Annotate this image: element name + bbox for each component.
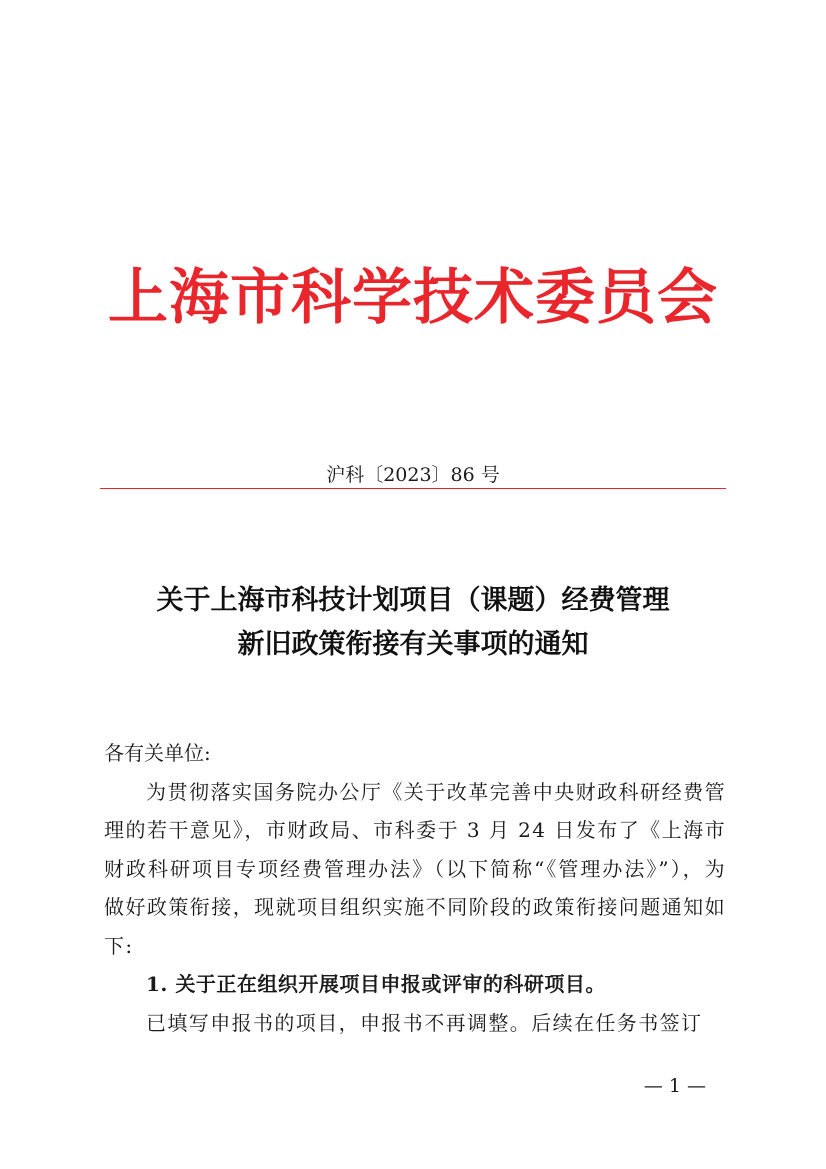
- notice-title-line-2: 新旧政策衔接有关事项的通知: [237, 629, 589, 660]
- page-number: — 1 —: [643, 1075, 706, 1097]
- red-separator-line: [100, 488, 726, 489]
- notice-body: [104, 734, 726, 1042]
- body-paragraph-1: 为贯彻落实国务院办公厅《关于改革完善中央财政科研经费管理的若干意见》，市财政局、市科委于 3 月 24 日发布了《上海市财政科研项目专项经费管理办法》（以下简称“《管理办法》”），为做好政策衔接，现就项目组织实施不同阶段的政策衔接问题通知如下:: [104, 779, 726, 958]
- notice-title: [100, 579, 726, 667]
- document-number: 沪科〔2023〕86 号: [326, 464, 500, 486]
- body-paragraph-2: 已填写申报书的项目，申报书不再调整。后续在任务书签订: [146, 1010, 703, 1035]
- issuing-organization-title: 上海市科学技术委员会: [108, 263, 718, 333]
- notice-title-line-1: 关于上海市科技计划项目（课题）经费管理: [156, 585, 670, 616]
- salutation: 各有关单位:: [104, 741, 211, 765]
- section-heading-1: 1. 关于正在组织开展项目申报或评审的科研项目。: [146, 972, 606, 996]
